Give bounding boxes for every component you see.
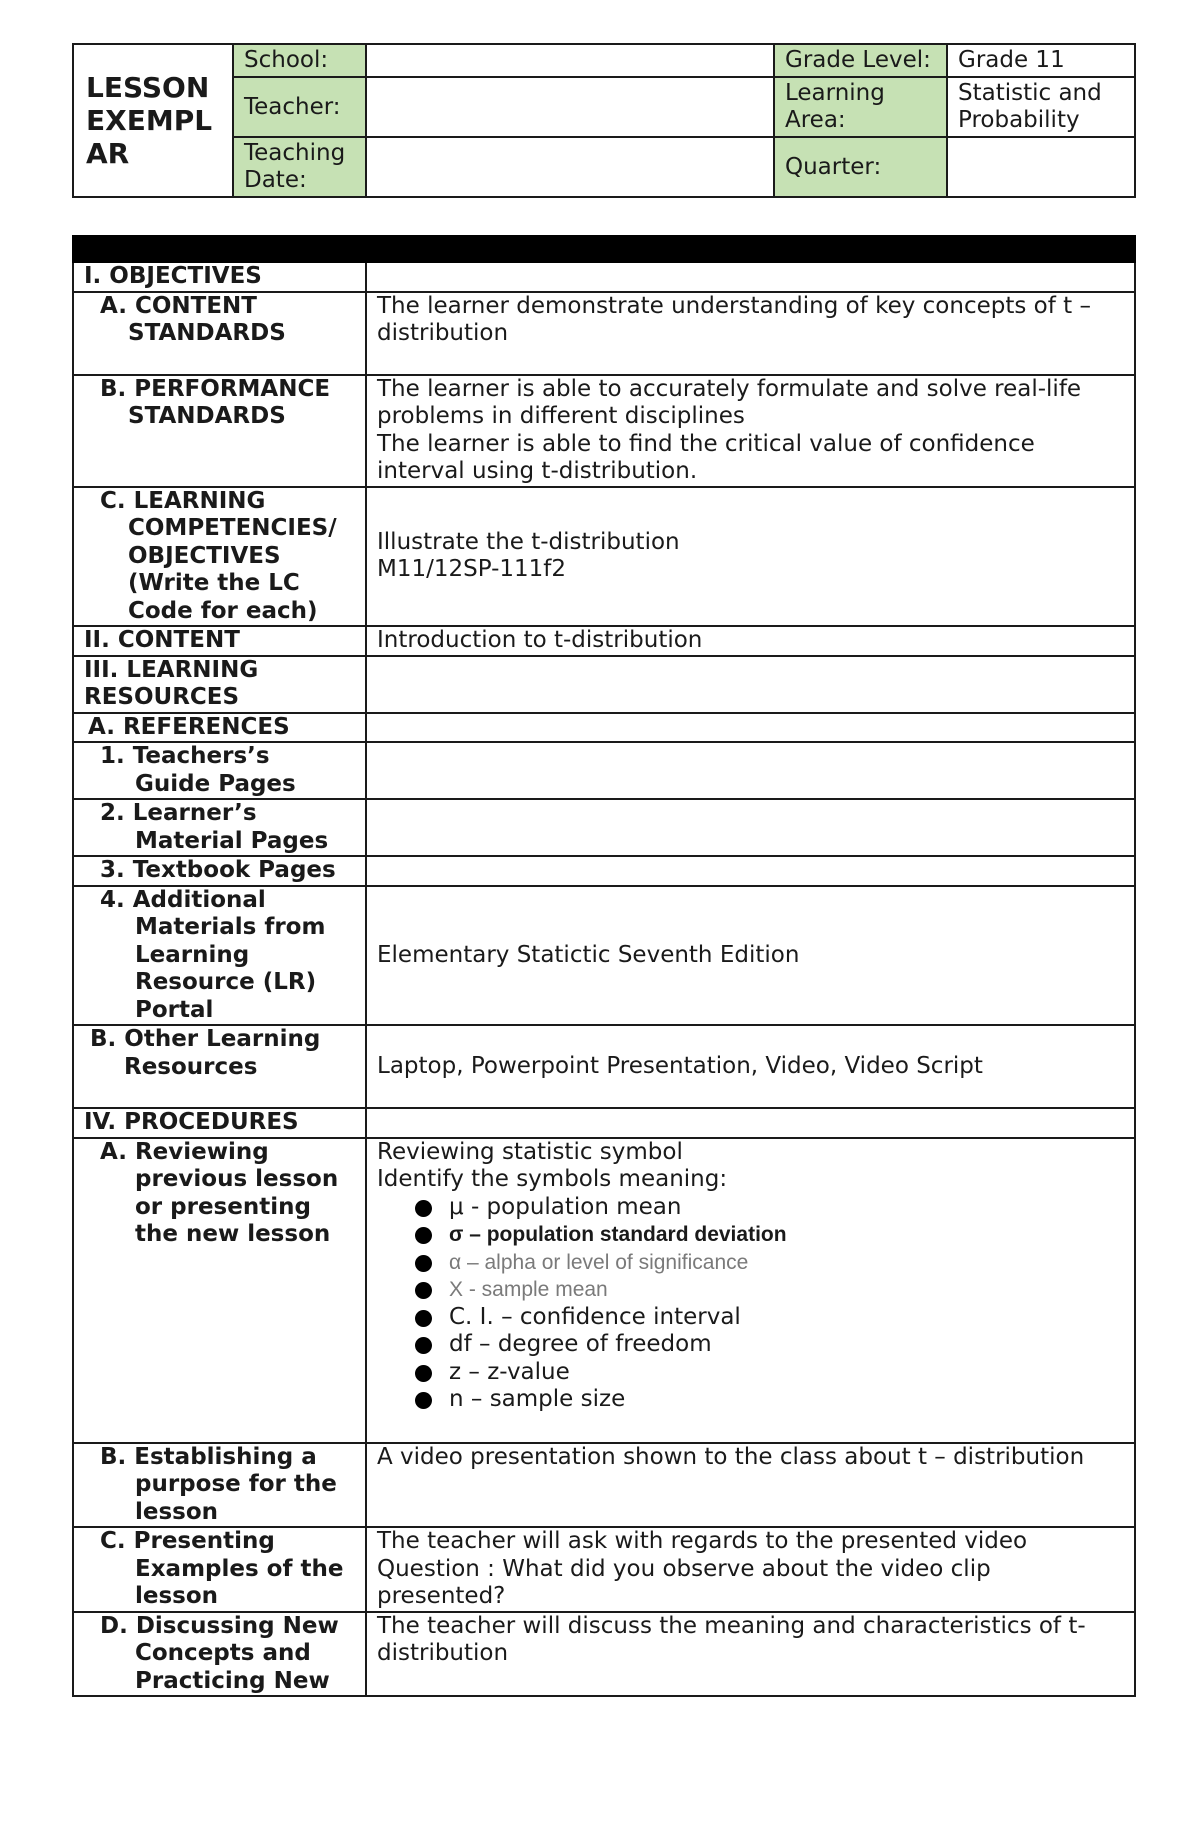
value-line: Illustrate the t-distribution [377,528,680,555]
value-line: distribution [377,320,509,346]
label-line: purpose for the [135,1471,337,1497]
label-line: lesson [135,1583,219,1609]
reviewing-label [73,1138,366,1443]
label-line: COMPETENCIES/ [128,515,337,541]
value-line: Reviewing statistic symbol [377,1138,683,1165]
discussing-concepts-row [73,1612,1135,1697]
establishing-purpose-row [73,1443,1135,1528]
label-line: Examples of the [135,1555,344,1582]
header-bar-cell [366,236,1135,262]
learning-area-value-line: Statistic and [958,80,1102,106]
references-heading: A. REFERENCES [73,713,366,743]
learning-resources-row [73,656,1135,713]
value-line: M11/12SP-111f2 [377,556,567,583]
label-line: Guide Pages [135,770,296,797]
label-line: the new lesson [135,1221,331,1247]
list-item: α – alpha or level of significance [415,1249,1124,1277]
teachers-guide-label [73,742,366,799]
label-line: Materials from [135,914,326,940]
label-line: 1. Teachers’s [100,743,270,769]
additional-materials-value: Elementary Statictic Seventh Edition [366,886,1135,1026]
label-line: or presenting [135,1193,311,1220]
value-line: problems in different disciplines [377,403,745,429]
table-header-bar [73,236,1135,262]
value-line: Identify the symbols meaning: [377,1166,728,1192]
other-resources-row [73,1025,1135,1108]
value-line: The learner is able to find the critical value of confidence [377,430,1035,457]
discussing-concepts-value [366,1612,1135,1697]
lesson-plan-table [72,235,1136,1697]
performance-standards-value [366,375,1135,487]
header-bar-cell [73,236,366,262]
learning-competencies-value [366,487,1135,627]
objectives-row [73,262,1135,292]
teachers-guide-value [366,742,1135,799]
school-field[interactable] [366,44,774,77]
teacher-field[interactable] [366,77,774,137]
teachers-guide-row [73,742,1135,799]
value-line: Question : What did you observe about the video clip [377,1555,991,1582]
reviewing-row [73,1138,1135,1443]
learning-resources-heading [73,656,366,713]
label-line: Code for each) [128,597,318,624]
label-line: 4. Additional [100,886,266,913]
performance-standards-row [73,375,1135,487]
discussing-concepts-label [73,1612,366,1697]
label-line: STANDARDS [128,320,286,346]
label-line: Practicing New [135,1667,330,1694]
label-line: Resource (LR) [135,969,317,995]
label-line: previous lesson [135,1166,339,1192]
value-line: interval using t-distribution. [377,458,698,484]
content-standards-row [73,292,1135,375]
label-line: C. LEARNING [100,487,266,514]
value-line: The learner demonstrate understanding of key concepts of t – [377,292,1091,319]
label-line: Portal [135,996,214,1023]
title-line: LESSON [86,71,210,104]
teaching-date-field[interactable] [366,137,774,197]
label-line: A. CONTENT [100,292,257,319]
label-line: A. Reviewing [100,1138,269,1165]
list-item: C. I. – confidence interval [415,1304,1124,1332]
content-heading: II. CONTENT [73,626,366,656]
quarter-field[interactable] [947,137,1135,197]
label-line: C. Presenting [100,1528,275,1554]
learners-material-row [73,799,1135,856]
additional-materials-row [73,886,1135,1026]
references-row [73,713,1135,743]
grade-level-label: Grade Level: [774,44,947,77]
learning-area-label [774,77,947,137]
establishing-purpose-label [73,1443,366,1528]
content-value: Introduction to t-distribution [366,626,1135,656]
symbols-list [377,1194,1124,1414]
label-line: Resources [124,1053,258,1080]
establishing-purpose-value: A video presentation shown to the class about t – distribution [366,1443,1135,1528]
learning-resources-value [366,656,1135,713]
teaching-date-label-line: Date: [244,167,307,193]
content-standards-value [366,292,1135,375]
list-item: X - sample mean [415,1276,1124,1304]
label-line: D. Discussing New [100,1612,339,1639]
label-line: Concepts and [135,1640,311,1666]
procedures-value [366,1108,1135,1138]
value-line: distribution [377,1640,509,1666]
content-standards-label [73,292,366,375]
learning-competencies-row [73,487,1135,627]
label-line: lesson [135,1498,219,1525]
label-line: (Write the LC [128,570,300,596]
value-line: The teacher will discuss the meaning and characteristics of t- [377,1612,1086,1639]
learners-material-value [366,799,1135,856]
list-item: σ – population standard deviation [415,1221,1124,1249]
learning-competencies-label [73,487,366,627]
label-line: 2. Learner’s [100,800,257,826]
label-line: Learning [135,941,250,968]
presenting-examples-row [73,1527,1135,1612]
procedures-heading: IV. PROCEDURES [73,1108,366,1138]
presenting-examples-label [73,1527,366,1612]
value-line: The teacher will ask with regards to the presented video [377,1528,1028,1554]
label-line: Material Pages [135,827,329,854]
other-resources-value: Laptop, Powerpoint Presentation, Video, Video Script [366,1025,1135,1108]
document-title [73,44,233,197]
objectives-value [366,262,1135,292]
list-item: n – sample size [415,1386,1124,1414]
list-item: z – z-value [415,1359,1124,1387]
grade-level-value: Grade 11 [947,44,1135,77]
reviewing-value [366,1138,1135,1443]
label-line: B. Establishing a [100,1443,317,1470]
title-line: AR [86,137,130,170]
value-line: The learner is able to accurately formulate and solve real-life [377,375,1082,402]
teaching-date-label [233,137,366,197]
textbook-row [73,856,1135,886]
performance-standards-label [73,375,366,487]
objectives-heading: I. OBJECTIVES [73,262,366,292]
school-label: School: [233,44,366,77]
title-line: EXEMPL [86,104,213,137]
references-value [366,713,1135,743]
content-row [73,626,1135,656]
other-resources-label [73,1025,366,1108]
value-line: presented? [377,1583,506,1609]
label-line: B. PERFORMANCE [100,375,331,402]
label-line: RESOURCES [84,684,240,710]
textbook-value [366,856,1135,886]
learning-area-value-line: Probability [958,107,1080,133]
label-line: III. LEARNING [84,656,259,683]
textbook-label: 3. Textbook Pages [73,856,366,886]
list-item: μ - population mean [415,1194,1124,1222]
lesson-header-table [72,43,1136,198]
list-item: df – degree of freedom [415,1331,1124,1359]
teacher-label: Teacher: [233,77,366,137]
teaching-date-label-line: Teaching [244,140,346,166]
quarter-label: Quarter: [774,137,947,197]
additional-materials-label [73,886,366,1026]
label-line: STANDARDS [128,403,286,429]
learning-area-label-line: Learning [785,80,885,106]
learning-area-value [947,77,1135,137]
label-line: OBJECTIVES [128,542,281,569]
learners-material-label [73,799,366,856]
label-line: B. Other Learning [90,1026,321,1052]
learning-area-label-line: Area: [785,107,846,133]
procedures-row [73,1108,1135,1138]
presenting-examples-value [366,1527,1135,1612]
